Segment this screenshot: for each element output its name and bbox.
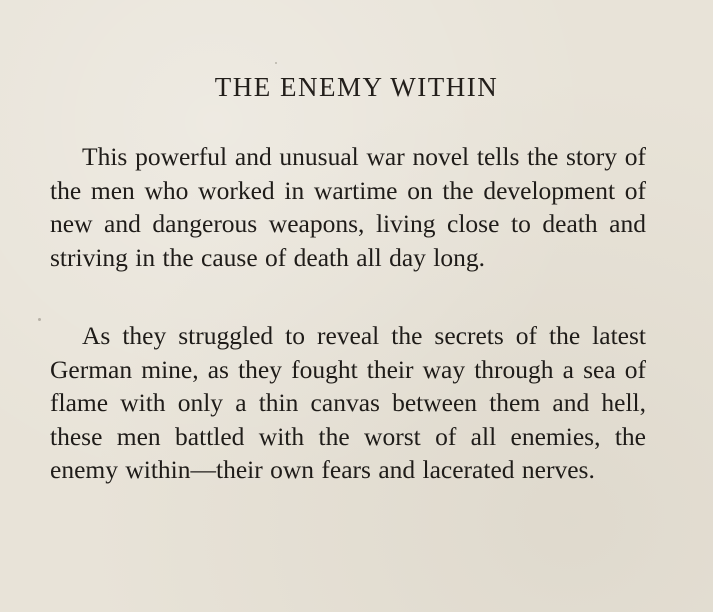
paragraph-1: This powerful and unusual war novel tells the story of the men who worked in wartime on the development of new and dangerous weapons, living close to death and striving in the cause of death all day long.	[50, 142, 646, 272]
paper-speck	[38, 318, 41, 321]
paper-speck	[275, 62, 277, 64]
paragraph-2: As they struggled to reveal the secrets of the latest German mine, as they fought their way through a sea of flame with only a thin canvas between them and hell, these men battled with the worst of all enemies, the enemy within—their own fears and lacerated nerves.	[50, 321, 646, 484]
page-title: THE ENEMY WITHIN	[214, 72, 499, 102]
